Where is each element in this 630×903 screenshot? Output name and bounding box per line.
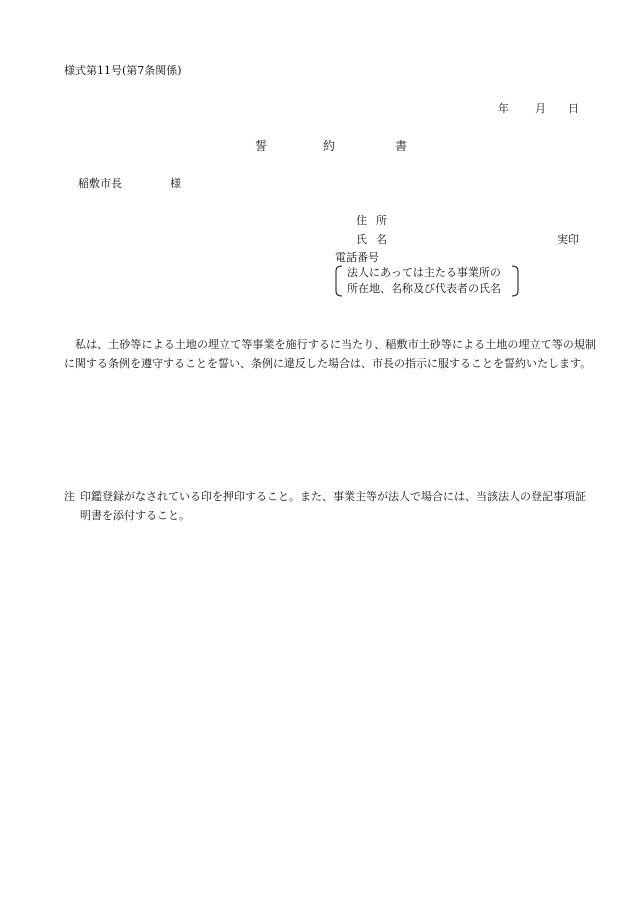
document-title-part-2: 約	[323, 139, 336, 153]
note	[64, 487, 594, 525]
phone-label: 電話番号	[335, 251, 379, 264]
seal-label: 実印	[557, 233, 579, 246]
corporate-note-line-1: 法人にあっては主たる事業所の	[347, 266, 501, 279]
corporate-note-line-2: 所在地、名称及び代表者の氏名	[347, 282, 501, 295]
date-month-label: 月	[535, 102, 546, 115]
address-label: 住所	[356, 214, 396, 227]
addressee-honorific: 様	[170, 177, 181, 190]
document-title-part-1: 誓	[255, 139, 268, 153]
corporate-note-bracket	[333, 265, 521, 297]
name-label: 氏名	[356, 233, 396, 246]
addressee-name: 稲敷市長	[78, 177, 122, 190]
date-year-label: 年	[498, 102, 509, 115]
note-mark: 注	[64, 490, 75, 503]
note-text: 印鑑登録がなされている印を押印すること。また、事業主等が法人で場合には、当該法人の登記事項証明書を添付すること。	[80, 490, 586, 522]
date-day-label: 日	[568, 102, 579, 115]
document-title-part-3: 書	[395, 139, 408, 153]
pledge-body: 私は、土砂等による土地の埋立て等事業を施行するに当たり、稲敷市土砂等による土地の埋立て等の規制に関する条例を遵守することを誓い、条例に違反した場合は、市長の指示に服することを誓約いたします。	[64, 338, 596, 370]
form-number: 様式第11号(第7条関係)	[64, 64, 182, 77]
